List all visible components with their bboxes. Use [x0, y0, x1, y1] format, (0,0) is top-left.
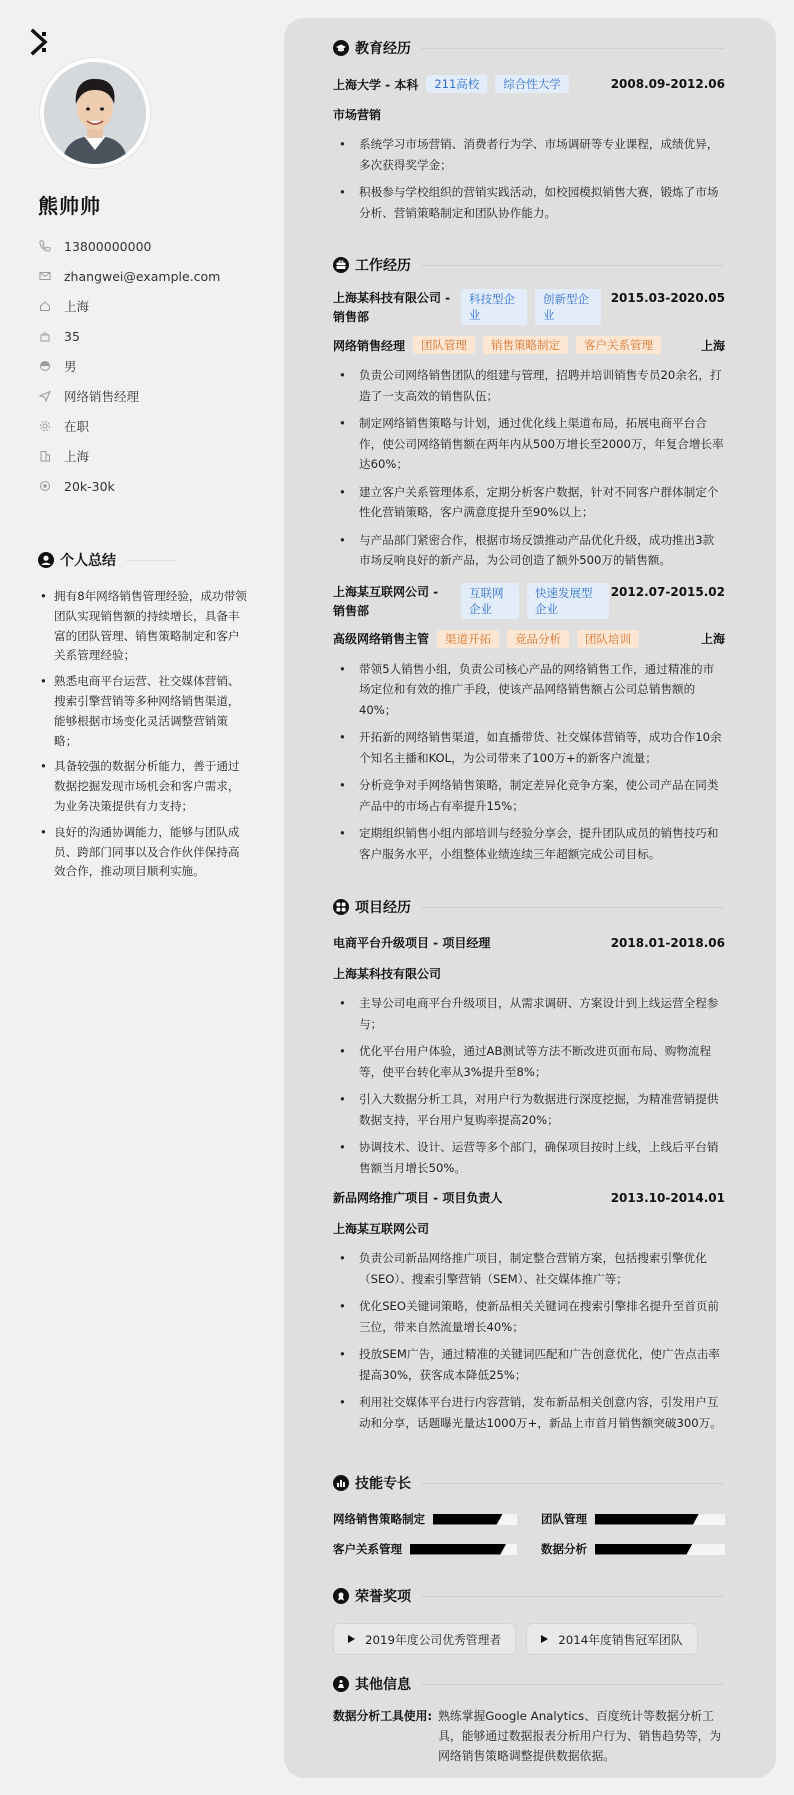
- education-section: [333, 38, 725, 230]
- skill-tag: 团队培训: [577, 630, 639, 648]
- grid-icon: [333, 899, 349, 915]
- user-icon: [38, 552, 54, 568]
- list-item: • 优化平台用户体验，通过AB测试等方法不断改进页面布局、购物流程等，使平台转化率从3%提升至8%；: [333, 1041, 725, 1082]
- job-entry: [333, 289, 725, 571]
- job-list: [333, 659, 725, 865]
- list-item: • 投放SEM广告，通过精准的关键词匹配和广告创意优化，使广告点击率提高30%，获客成本降低25%；: [333, 1344, 725, 1385]
- honor-text: 2014年度销售冠军团队: [558, 1632, 683, 1647]
- skill-item: [541, 1504, 725, 1534]
- list-item: • 优化SEO关键词策略，使新品相关关键词在搜索引擎排名提升至首页前三位，带来自然流量增长40%；: [333, 1296, 725, 1337]
- contact-info-list: [38, 231, 220, 501]
- project-date: 2018.01-2018.06: [610, 935, 725, 950]
- info-gender: [38, 351, 220, 381]
- job-date: 2015.03-2020.05: [610, 291, 725, 305]
- school-tag: 综合性大学: [495, 75, 569, 93]
- school-name: 上海大学 - 本科: [333, 77, 419, 92]
- gender-icon: [38, 359, 52, 373]
- project-date: 2013.10-2014.01: [610, 1190, 725, 1205]
- skill-bar: [433, 1514, 517, 1525]
- phone-icon: [38, 239, 52, 253]
- building-icon: [38, 449, 52, 463]
- info-text: 上海: [64, 449, 90, 464]
- skill-bar: [595, 1544, 725, 1555]
- skill-item: [541, 1534, 725, 1564]
- other-title: [333, 1674, 725, 1694]
- mail-icon: [38, 269, 52, 283]
- honors-section: [333, 1586, 725, 1655]
- summary-title: [38, 550, 248, 570]
- work-title-text: 工作经历: [355, 258, 411, 274]
- graduation-cap-icon: [333, 40, 349, 56]
- company-tag: 科技型企业: [461, 289, 527, 325]
- skill-name: 数据分析: [541, 1542, 587, 1556]
- project-name: 电商平台升级项目 - 项目经理: [333, 936, 491, 950]
- list-item: • 与产品部门紧密合作，根据市场反馈推动产品优化升级，成功推出3款市场反响良好的新产品，为公司创造了额外500万的销售额。: [333, 530, 725, 571]
- info-salary: [38, 471, 220, 501]
- skills-grid: [333, 1504, 725, 1564]
- list-item: • 开拓新的网络销售渠道，如直播带货、社交媒体营销等，成功合作10余个知名主播和KOL，为公司带来了100万+的新客户流量；: [333, 727, 725, 768]
- work-section: [333, 255, 725, 871]
- list-item: • 拥有8年网络销售管理经验，成功带领团队实现销售额的持续增长，具备丰富的团队管理、销售策略制定和客户关系管理经验；: [38, 587, 248, 666]
- job-list: [333, 365, 725, 571]
- education-major: 市场营销: [333, 108, 382, 122]
- education-list: [333, 134, 725, 223]
- honors-title-text: 荣誉奖项: [355, 1589, 411, 1605]
- other-row: [333, 1706, 725, 1766]
- skill-tag: 渠道开拓: [437, 630, 499, 648]
- job-header: [333, 583, 725, 621]
- job-entry: [333, 583, 725, 865]
- list-item: • 主导公司电商平台升级项目，从需求调研、方案设计到上线运营全程参与；: [333, 993, 725, 1034]
- job-role-row: [333, 630, 725, 648]
- info-text: 网络销售经理: [64, 389, 140, 404]
- skill-name: 客户关系管理: [333, 1542, 402, 1556]
- project-entry: [333, 1189, 725, 1433]
- skill-bar-fill: [410, 1544, 506, 1555]
- education-title-text: 教育经历: [355, 41, 411, 57]
- list-item: • 利用社交媒体平台进行内容营销，发布新品相关创意内容，引发用户互动和分享，话题曝光量达1000万+，新品上市首月销售额突破300万。: [333, 1392, 725, 1433]
- skills-section: [333, 1473, 725, 1564]
- school-tag: 211高校: [426, 75, 487, 93]
- skill-name: 网络销售策略制定: [333, 1512, 425, 1526]
- info-text: 13800000000: [64, 238, 152, 254]
- position-icon: [38, 389, 52, 403]
- project-company: 上海某互联网公司: [333, 1222, 430, 1236]
- info-position: [38, 381, 220, 411]
- project-list: [333, 1248, 725, 1433]
- other-label: 数据分析工具使用:: [333, 1709, 433, 1723]
- skill-tag: 竞品分析: [507, 630, 569, 648]
- list-item: • 带领5人销售小组，负责公司核心产品的网络销售工作，通过精准的市场定位和有效的推广手段，使该产品网络销售额占公司总销售额的40%；: [333, 659, 725, 721]
- projects-section: [333, 897, 725, 1440]
- project-header: [333, 934, 725, 951]
- award-icon: [333, 1588, 349, 1604]
- company-name: 上海某科技有限公司 - 销售部: [333, 291, 451, 324]
- list-item: • 负责公司新品网络推广项目，制定整合营销方案，包括搜索引擎优化（SEO）、搜索引擎营销（SEM）、社交媒体推广等；: [333, 1248, 725, 1289]
- info-home: [38, 291, 220, 321]
- list-item: • 良好的沟通协调能力，能够与团队成员、跨部门同事以及合作伙伴保持高效合作，推动项目顺利实施。: [38, 823, 248, 882]
- skill-tag: 销售策略制定: [483, 336, 568, 354]
- skill-bar-fill: [595, 1514, 699, 1525]
- list-item: • 协调技术、设计、运营等多个部门，确保项目按时上线，上线后平台销售额当月增长50%。: [333, 1137, 725, 1178]
- honors-title: [333, 1586, 725, 1606]
- info-age: [38, 321, 220, 351]
- skill-bar-fill: [433, 1514, 503, 1525]
- briefcase-icon: [333, 257, 349, 273]
- job-date: 2012.07-2015.02: [610, 584, 725, 599]
- list-item: • 定期组织销售小组内部培训与经验分享会，提升团队成员的销售技巧和客户服务水平，小组整体业绩连续三年超额完成公司目标。: [333, 823, 725, 864]
- honors-list: [333, 1623, 725, 1655]
- list-item: • 建立客户关系管理体系，定期分析客户数据，针对不同客户群体制定个性化营销策略，客户满意度提升至90%以上；: [333, 482, 725, 523]
- list-item: • 引入大数据分析工具，对用户行为数据进行深度挖掘，为精准营销提供数据支持，平台用户复购率提高20%；: [333, 1089, 725, 1130]
- avatar: [40, 58, 150, 168]
- list-item: • 系统学习市场营销、消费者行为学、市场调研等专业课程，成绩优异，多次获得奖学金；: [333, 134, 725, 175]
- list-item: • 积极参与学校组织的营销实践活动，如校园模拟销售大赛，锻炼了市场分析、营销策略制定和团队协作能力。: [333, 182, 725, 223]
- list-item: • 分析竞争对手网络销售策略，制定差异化竞争方案，使公司产品在同类产品中的市场占有率提升15%；: [333, 775, 725, 816]
- skills-title: [333, 1473, 725, 1493]
- education-header: [333, 75, 725, 93]
- company-tag: 互联网企业: [461, 583, 519, 619]
- info-icon: [333, 1676, 349, 1692]
- skill-tag: 客户关系管理: [576, 336, 661, 354]
- projects-title-text: 项目经历: [355, 900, 411, 916]
- skill-item: [333, 1534, 517, 1564]
- project-header: [333, 1189, 725, 1206]
- summary-title-text: 个人总结: [60, 553, 116, 569]
- home-icon: [38, 299, 52, 313]
- company-tag: 快速发展型企业: [527, 583, 609, 619]
- other-title-text: 其他信息: [355, 1677, 411, 1693]
- list-item: • 制定网络销售策略与计划，通过优化线上渠道布局，拓展电商平台合作，使公司网络销售额在两年内从500万增长至2000万，年复合增长率达60%；: [333, 413, 725, 475]
- skill-item: [333, 1504, 517, 1534]
- job-city: 上海: [700, 632, 725, 646]
- skill-tag: 团队管理: [413, 336, 475, 354]
- info-phone: [38, 231, 220, 261]
- play-icon: [348, 1635, 355, 1643]
- salary-icon: [38, 479, 52, 493]
- skill-bar-fill: [595, 1544, 693, 1555]
- list-item: • 熟悉电商平台运营、社交媒体营销、搜索引擎营销等多种网络销售渠道，能够根据市场变化灵活调整营销策略；: [38, 672, 248, 751]
- job-role: 高级网络销售主管: [333, 632, 430, 646]
- age-icon: [38, 329, 52, 343]
- honor-badge: [526, 1623, 697, 1655]
- other-text: 熟练掌握Google Analytics、百度统计等数据分析工具，能够通过数据报表分析用户行为、销售趋势等，为网络销售策略调整提供数据依据。: [438, 1709, 722, 1763]
- list-item: • 具备较强的数据分析能力，善于通过数据挖掘发现市场机会和客户需求，为业务决策提供有力支持；: [38, 757, 248, 816]
- company-tag: 创新型企业: [535, 289, 601, 325]
- honor-badge: [333, 1623, 516, 1655]
- company-name: 上海某互联网公司 - 销售部: [333, 584, 439, 618]
- info-text: 在职: [64, 419, 90, 434]
- other-section: [333, 1674, 725, 1766]
- skill-name: 团队管理: [541, 1512, 587, 1526]
- summary-list: [38, 587, 248, 882]
- profile-name: 熊帅帅: [38, 194, 101, 218]
- info-text: 20k-30k: [64, 478, 115, 494]
- project-entry: [333, 934, 725, 1178]
- job-role: 网络销售经理: [333, 338, 406, 353]
- projects-title: [333, 897, 725, 917]
- info-text: zhangwei@example.com: [64, 268, 221, 284]
- skill-bar: [595, 1514, 725, 1525]
- logo-icon: [30, 28, 52, 60]
- info-text: 男: [64, 359, 77, 374]
- work-title: [333, 255, 725, 275]
- main-panel: [284, 18, 776, 1778]
- education-title: [333, 38, 725, 58]
- summary-section: [38, 550, 248, 888]
- play-icon: [541, 1635, 548, 1643]
- list-item: • 负责公司网络销售团队的组建与管理，招聘并培训销售专员20余名，打造了一支高效的销售队伍；: [333, 365, 725, 406]
- info-text: 上海: [64, 299, 90, 314]
- project-name: 新品网络推广项目 - 项目负责人: [333, 1191, 503, 1205]
- job-role-row: [333, 336, 725, 354]
- skill-bar: [410, 1544, 517, 1555]
- job-city: 上海: [700, 338, 725, 353]
- info-status: [38, 411, 220, 441]
- project-company: 上海某科技有限公司: [333, 967, 442, 981]
- bar-chart-icon: [333, 1475, 349, 1491]
- education-date: 2008.09-2012.06: [610, 77, 725, 91]
- status-icon: [38, 419, 52, 433]
- info-text: 35: [64, 328, 80, 344]
- info-city: [38, 441, 220, 471]
- skills-title-text: 技能专长: [355, 1476, 411, 1492]
- info-email: [38, 261, 220, 291]
- project-list: [333, 993, 725, 1178]
- job-header: [333, 289, 725, 327]
- honor-text: 2019年度公司优秀管理者: [365, 1632, 502, 1647]
